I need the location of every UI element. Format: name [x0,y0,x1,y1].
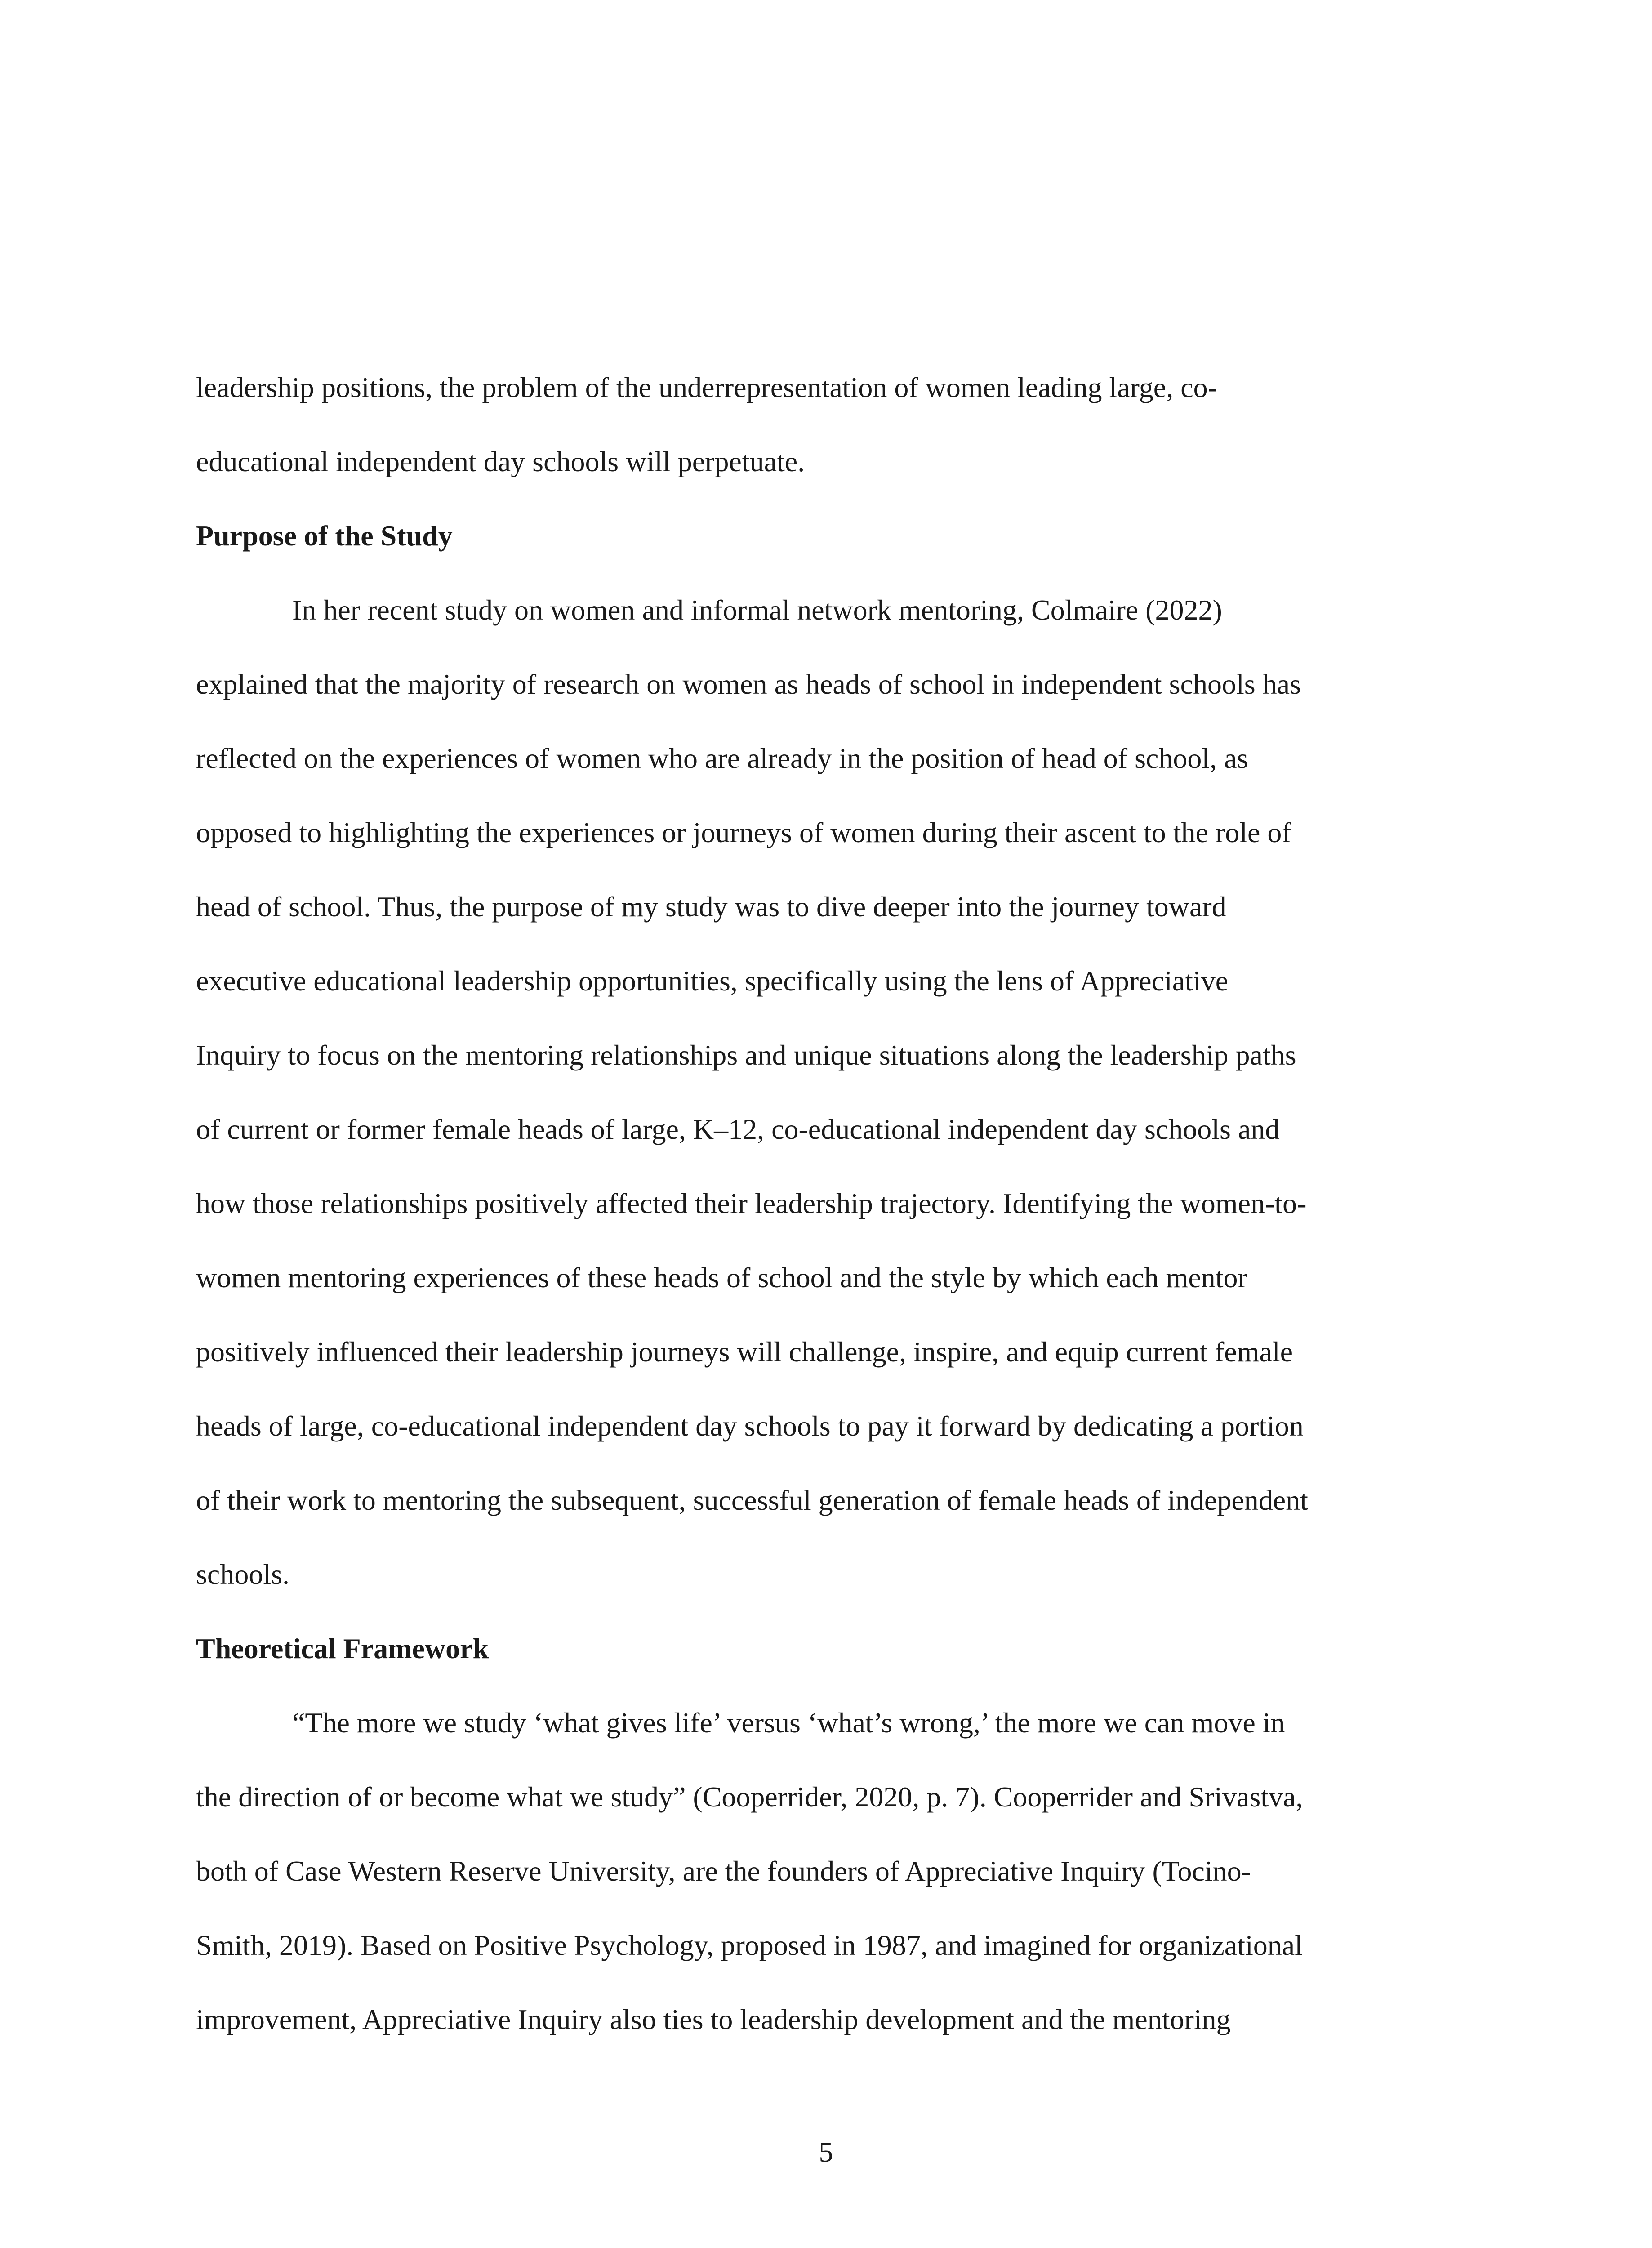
body-text-line: In her recent study on women and informal network mentoring, Colmaire (2022) [292,594,1222,626]
body-text-line: explained that the majority of research on women as heads of school in independent schools has [196,668,1301,700]
body-text-line: both of Case Western Reserve University, are the founders of Appreciative Inquiry (Tocino- [196,1855,1251,1887]
body-text-line: “The more we study ‘what gives life’ versus ‘what’s wrong,’ the more we can move in [292,1707,1285,1739]
body-text-line: of current or former female heads of large, K–12, co-educational independent day schools and [196,1113,1280,1145]
body-text-line: heads of large, co-educational independent day schools to pay it forward by dedicating a portion [196,1410,1304,1442]
body-text-line: educational independent day schools will perpetuate. [196,446,805,477]
body-text-line: the direction of or become what we study” (Cooperrider, 2020, p. 7). Cooperrider and Srivastva, [196,1781,1303,1813]
body-text-line: leadership positions, the problem of the underrepresentation of women leading large, co- [196,371,1217,403]
body-text-line: women mentoring experiences of these heads of school and the style by which each mentor [196,1262,1247,1293]
body-text-line: schools. [196,1558,289,1590]
body-text-line: executive educational leadership opportunities, specifically using the lens of Appreciative [196,965,1229,997]
body-text-line: of their work to mentoring the subsequent, successful generation of female heads of independent [196,1484,1308,1516]
body-text-line: Inquiry to focus on the mentoring relationships and unique situations along the leadership paths [196,1039,1296,1071]
body-text-line: positively influenced their leadership journeys will challenge, inspire, and equip current female [196,1336,1293,1368]
section-heading-purpose: Purpose of the Study [196,520,453,552]
body-text-line: improvement, Appreciative Inquiry also ties to leadership development and the mentoring [196,2003,1231,2035]
body-text-line: reflected on the experiences of women who are already in the position of head of school, as [196,742,1248,774]
body-text-line: head of school. Thus, the purpose of my study was to dive deeper into the journey toward [196,891,1226,923]
body-text-line: Smith, 2019). Based on Positive Psychology, proposed in 1987, and imagined for organizational [196,1929,1303,1961]
body-text-line: how those relationships positively affected their leadership trajectory. Identifying the women-to- [196,1187,1307,1219]
section-heading-framework: Theoretical Framework [196,1632,489,1664]
body-text-line: opposed to highlighting the experiences or journeys of women during their ascent to the role of [196,816,1291,848]
page-number: 5 [819,2136,833,2168]
